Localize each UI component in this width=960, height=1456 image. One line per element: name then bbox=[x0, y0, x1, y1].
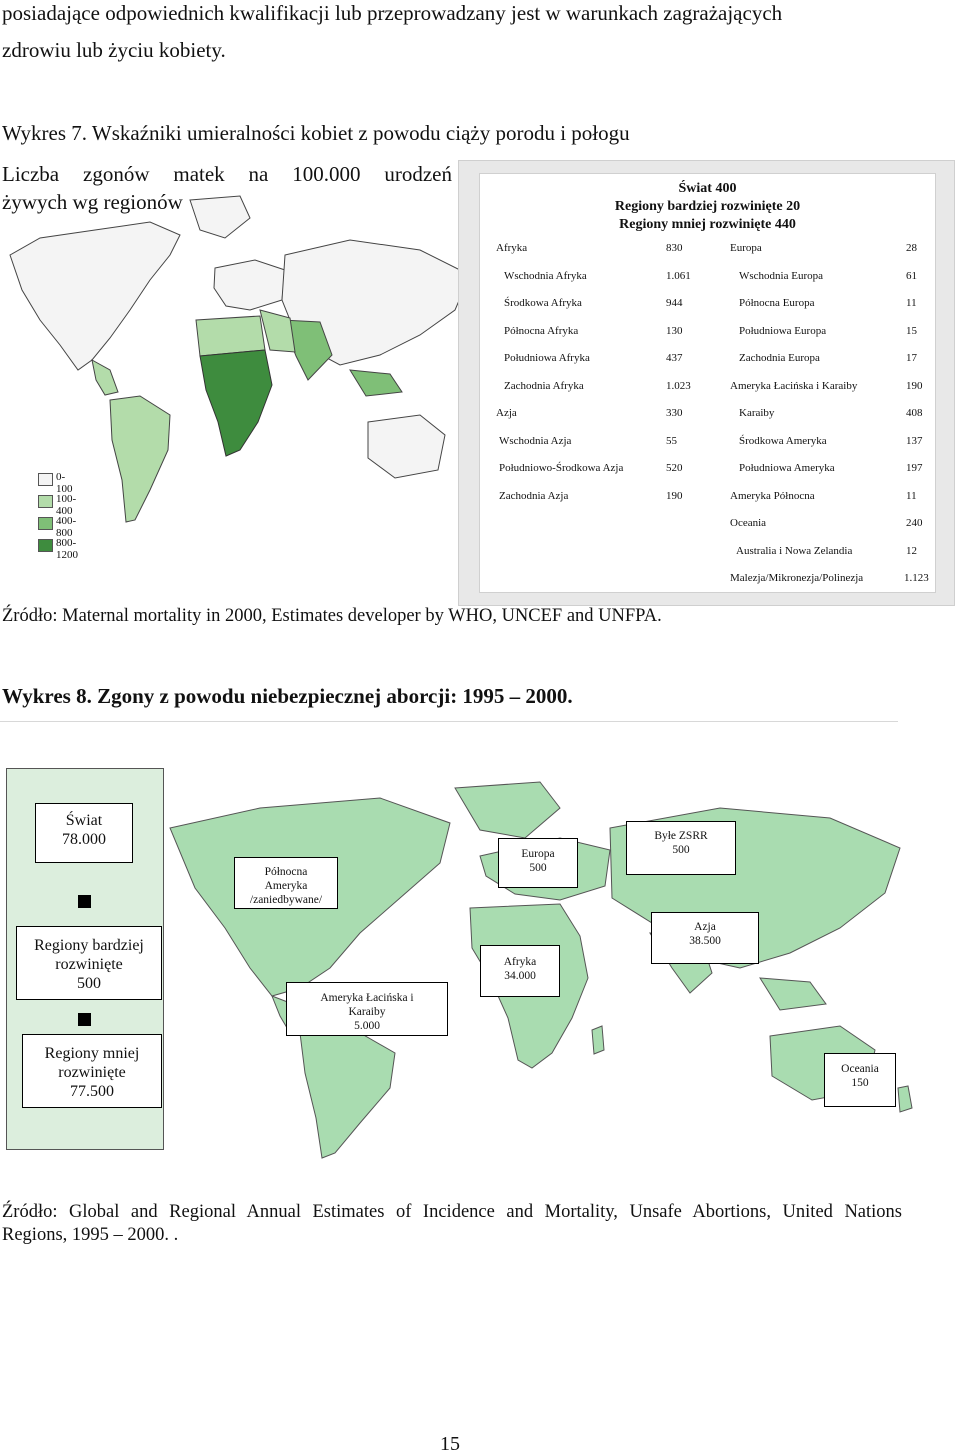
region-value: 12 bbox=[906, 544, 917, 557]
table-row bbox=[480, 293, 935, 315]
region-name: Wschodnia Azja bbox=[499, 434, 572, 447]
europe-value: 500 bbox=[529, 862, 547, 874]
africa-box bbox=[480, 945, 560, 997]
fig7-table-header bbox=[480, 180, 935, 234]
table-row bbox=[480, 376, 935, 398]
region-value: 55 bbox=[666, 434, 677, 447]
region-value: 944 bbox=[666, 297, 683, 309]
fig8-source-line-1: Źródło: Global and Regional Annual Estimates of Incidence and Mortality, Unsafe Abortions, United Nations bbox=[2, 1202, 902, 1222]
world-value: 78.000 bbox=[62, 831, 106, 848]
bullet-icon bbox=[78, 1013, 91, 1026]
region-name: Ameryka Łacińska i Karaiby bbox=[730, 379, 858, 392]
table-row bbox=[480, 431, 935, 453]
world-label: Świat bbox=[65, 812, 103, 829]
bullet-icon bbox=[78, 895, 91, 908]
latin-value: 5.000 bbox=[354, 1020, 380, 1032]
intro-line-1: posiadające odpowiednich kwalifikacji lub przeprowadzany jest w warunkach zagrażających bbox=[2, 1, 783, 25]
region-name: Zachodnia Azja bbox=[499, 489, 569, 502]
region-value: 11 bbox=[906, 489, 917, 502]
legend-swatch bbox=[38, 495, 53, 508]
fig7-caption-line-2: żywych wg regionów bbox=[2, 190, 183, 214]
region-value: 11 bbox=[906, 297, 917, 309]
oceania-box bbox=[824, 1053, 896, 1107]
north-america-label-3: /zaniedbywane/ bbox=[249, 894, 323, 906]
region-value: 61 bbox=[906, 269, 917, 282]
developed-value: 500 bbox=[77, 975, 101, 992]
region-name: Wschodnia Europa bbox=[739, 269, 823, 282]
region-value: 1.061 bbox=[666, 269, 691, 282]
region-name: Wschodnia Afryka bbox=[504, 269, 587, 282]
africa-value: 34.000 bbox=[504, 970, 536, 982]
legend-swatch bbox=[38, 473, 53, 486]
region-value: 240 bbox=[906, 517, 923, 529]
fig8-divider bbox=[0, 721, 898, 722]
region-value: 137 bbox=[906, 434, 923, 447]
table-row bbox=[480, 348, 935, 370]
table-row bbox=[480, 403, 935, 425]
developed-label-1: Regiony bardziej bbox=[34, 937, 144, 954]
table-row bbox=[480, 568, 935, 590]
region-name: Oceania bbox=[730, 517, 767, 529]
table-row bbox=[480, 458, 935, 480]
less-developed-total: Regiony mniej rozwinięte 440 bbox=[619, 217, 796, 232]
legend-label: 100-400 bbox=[56, 493, 77, 517]
developed-box bbox=[16, 926, 162, 1000]
fig8-title: Wykres 8. Zgony z powodu niebezpiecznej aborcji: 1995 – 2000. bbox=[2, 684, 573, 708]
ussr-value: 500 bbox=[672, 844, 690, 856]
region-name: Środkowa Ameryka bbox=[739, 434, 827, 447]
less-label-2: rozwinięte bbox=[58, 1064, 126, 1081]
region-value: 190 bbox=[666, 489, 683, 502]
oceania-label: Oceania bbox=[841, 1063, 879, 1075]
latin-label-1: Ameryka Łacińska i bbox=[320, 992, 414, 1004]
region-value: 15 bbox=[906, 324, 917, 337]
table-row bbox=[480, 266, 935, 288]
fig7-caption-line-1: Liczba zgonów matek na 100.000 urodzeń bbox=[2, 162, 452, 186]
latin-america-box bbox=[286, 982, 448, 1036]
region-name: Południowa Afryka bbox=[504, 352, 590, 364]
region-name: Ameryka Północna bbox=[730, 489, 815, 502]
region-value: 408 bbox=[906, 407, 923, 419]
less-value: 77.500 bbox=[70, 1083, 114, 1100]
region-name: Australia i Nowa Zelandia bbox=[736, 544, 853, 557]
latin-label-2: Karaiby bbox=[348, 1006, 386, 1018]
table-row bbox=[480, 541, 935, 563]
region-name: Azja bbox=[496, 407, 517, 419]
table-row bbox=[480, 238, 935, 260]
region-name: Południowo-Środkowa Azja bbox=[499, 462, 624, 474]
developed-total: Regiony bardziej rozwinięte 20 bbox=[614, 199, 801, 214]
region-name: Zachodnia Afryka bbox=[504, 379, 584, 392]
table-row bbox=[480, 321, 935, 343]
legend-swatch bbox=[38, 517, 53, 530]
region-name: Północna Afryka bbox=[504, 324, 579, 337]
asia-box bbox=[651, 912, 759, 964]
north-america-box bbox=[234, 857, 338, 909]
region-name: Południowa Europa bbox=[739, 324, 827, 337]
legend-label: 0-100 bbox=[56, 471, 73, 495]
developed-label-2: rozwinięte bbox=[55, 956, 123, 973]
africa-label: Afryka bbox=[503, 956, 537, 968]
region-value: 1.123 bbox=[904, 572, 929, 584]
north-america-label-1: Północna bbox=[264, 866, 308, 878]
region-name: Środkowa Afryka bbox=[504, 297, 582, 309]
fig7-source: Źródło: Maternal mortality in 2000, Estimates developer by WHO, UNCEF and UNFPA. bbox=[2, 606, 662, 626]
region-value: 197 bbox=[906, 462, 923, 474]
region-value: 130 bbox=[666, 324, 683, 337]
ussr-label: Byłe ZSRR bbox=[654, 830, 708, 842]
region-value: 17 bbox=[906, 352, 917, 364]
region-name: Południowa Ameryka bbox=[739, 462, 835, 474]
region-value: 830 bbox=[666, 242, 683, 254]
europe-label: Europa bbox=[521, 848, 555, 860]
region-name: Zachodnia Europa bbox=[739, 352, 820, 364]
asia-label: Azja bbox=[694, 921, 716, 933]
world-box bbox=[35, 803, 133, 863]
intro-line-2: zdrowiu lub życiu kobiety. bbox=[2, 38, 226, 62]
region-name: Północna Europa bbox=[739, 297, 815, 309]
former-ussr-box bbox=[626, 821, 736, 875]
legend-label: 400-800 bbox=[56, 515, 77, 539]
region-value: 520 bbox=[666, 462, 683, 474]
legend-label: 800-1200 bbox=[56, 537, 78, 561]
region-name: Karaiby bbox=[739, 407, 775, 419]
region-name: Afryka bbox=[496, 242, 528, 254]
fig7-data-table bbox=[479, 173, 936, 593]
oceania-value: 150 bbox=[851, 1077, 869, 1089]
legend-swatch bbox=[38, 539, 53, 552]
fig7-data-panel bbox=[458, 160, 955, 606]
page-number: 15 bbox=[440, 1433, 460, 1455]
region-value: 190 bbox=[906, 379, 923, 392]
europe-box bbox=[498, 838, 578, 888]
fig8-source-line-2: Regions, 1995 – 2000. . bbox=[2, 1225, 179, 1245]
less-label-1: Regiony mniej bbox=[44, 1045, 140, 1062]
table-row bbox=[480, 513, 935, 535]
region-value: 437 bbox=[666, 352, 683, 364]
world-total: Świat 400 bbox=[678, 181, 737, 196]
region-value: 330 bbox=[666, 407, 683, 419]
less-developed-box bbox=[22, 1034, 162, 1108]
region-value: 28 bbox=[906, 242, 917, 254]
asia-value: 38.500 bbox=[689, 935, 721, 947]
fig7-title: Wykres 7. Wskaźniki umieralności kobiet z powodu ciąży porodu i połogu bbox=[2, 121, 630, 145]
region-name: Malezja/Mikronezja/Polinezja bbox=[730, 572, 864, 584]
north-america-label-2: Ameryka bbox=[264, 880, 308, 892]
region-name: Europa bbox=[730, 242, 762, 254]
region-value: 1.023 bbox=[666, 379, 691, 392]
table-row bbox=[480, 486, 935, 508]
